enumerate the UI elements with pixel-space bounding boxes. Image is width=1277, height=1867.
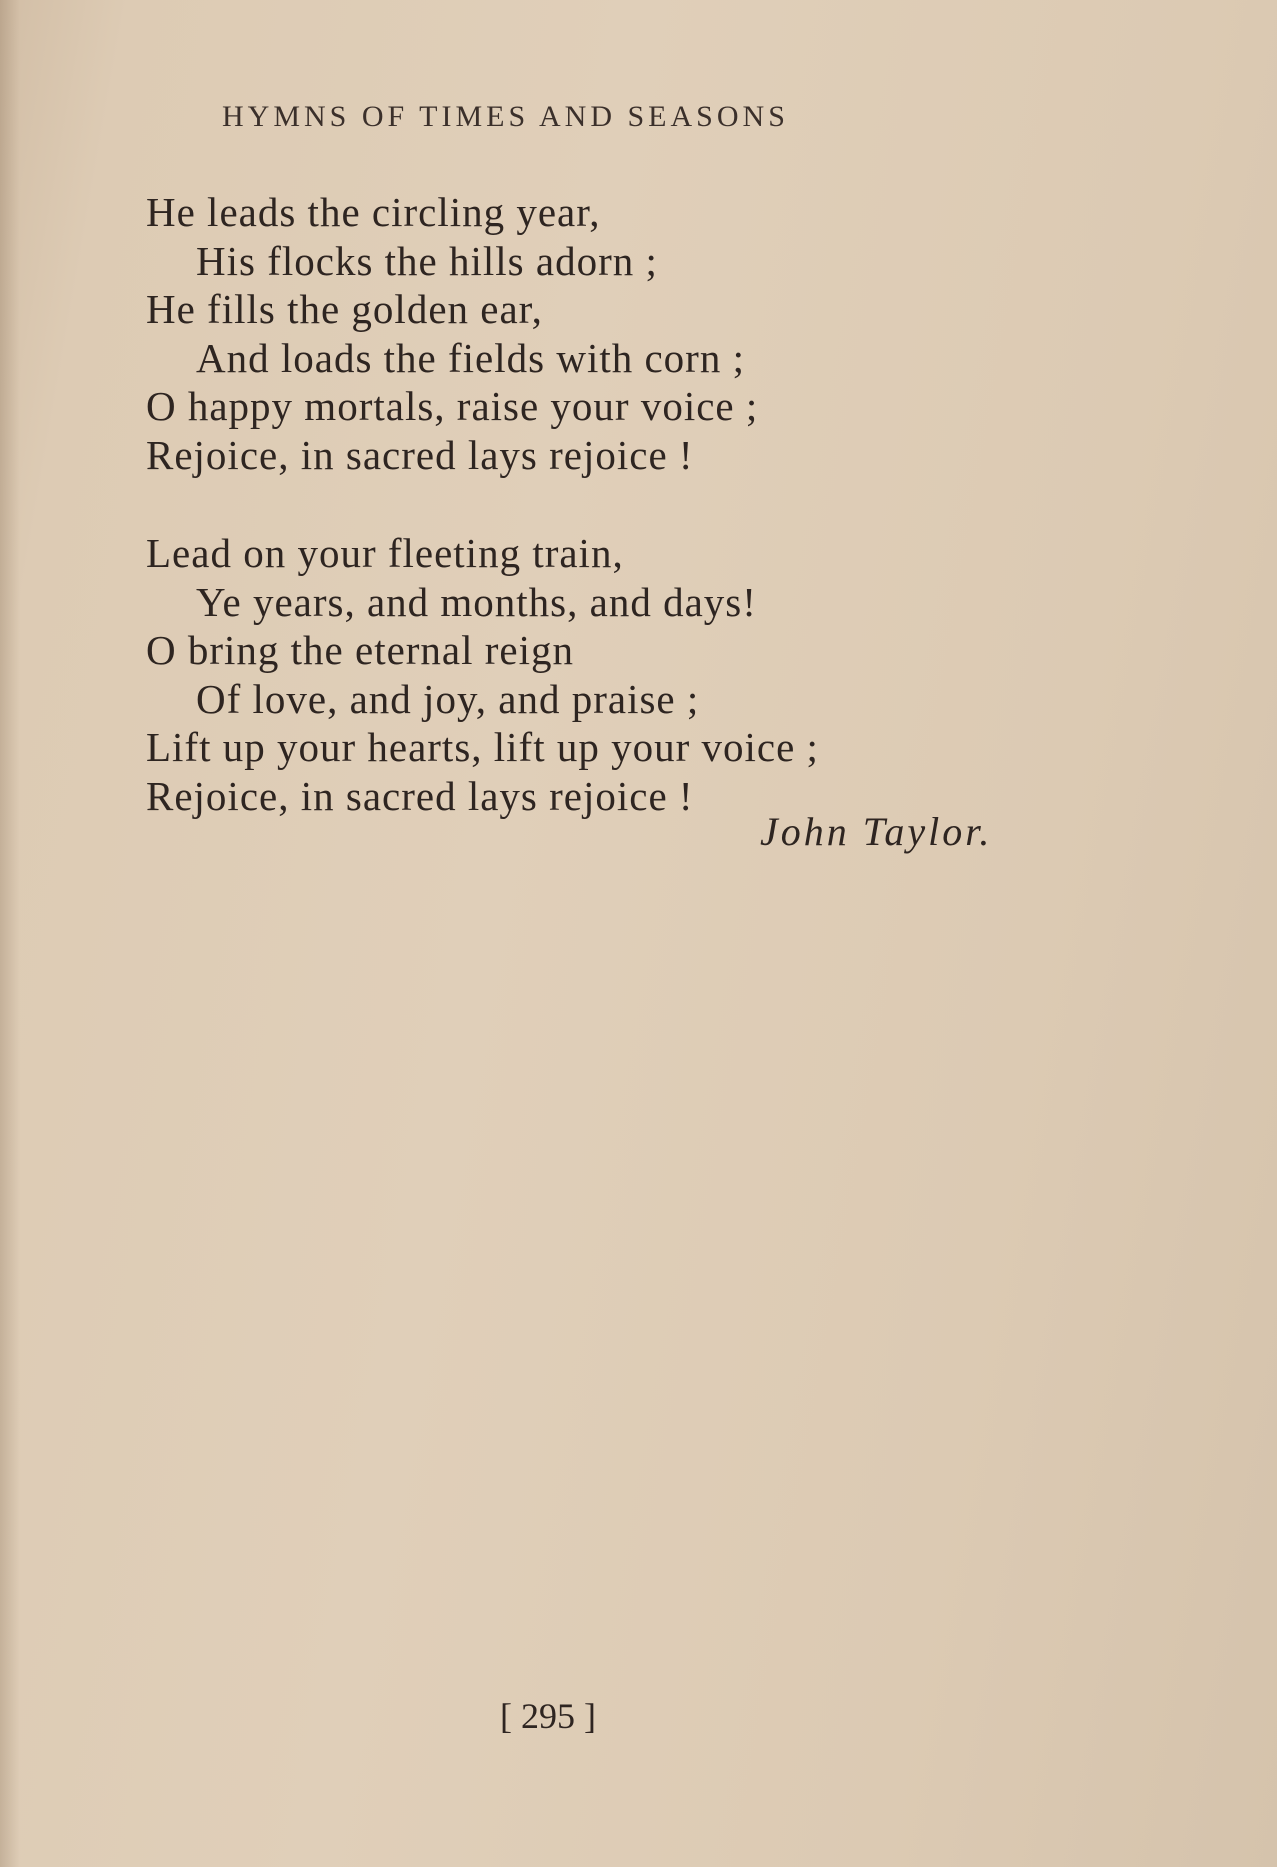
verse-line: Rejoice, in sacred lays rejoice ! (146, 431, 694, 478)
verse-line: Of love, and joy, and praise ; (196, 675, 700, 722)
verse-line: Lead on your fleeting train, (146, 530, 624, 576)
page-number: [ 295 ] (500, 1696, 596, 1736)
verse-line: Rejoice, in sacred lays rejoice ! (146, 772, 694, 819)
verse-line: O happy mortals, raise your voice ; (146, 383, 759, 429)
verse-line: He fills the golden ear, (146, 286, 543, 332)
stanza-1 (146, 188, 1046, 479)
stanza-2 (146, 529, 1046, 820)
verse-line: O bring the eternal reign (146, 627, 575, 673)
verse-line: He leads the circling year, (146, 189, 601, 235)
running-head: HYMNS OF TIMES AND SEASONS (222, 100, 789, 133)
page-edge-shadow (0, 0, 20, 1867)
verse-line: Ye years, and months, and days! (196, 578, 757, 625)
verse-line: Lift up your hearts, lift up your voice ; (146, 724, 819, 770)
hymn-text (146, 188, 1046, 820)
verse-line: His flocks the hills adorn ; (196, 237, 658, 284)
author-attribution: John Taylor. (760, 809, 993, 854)
verse-line: And loads the fields with corn ; (196, 334, 745, 381)
